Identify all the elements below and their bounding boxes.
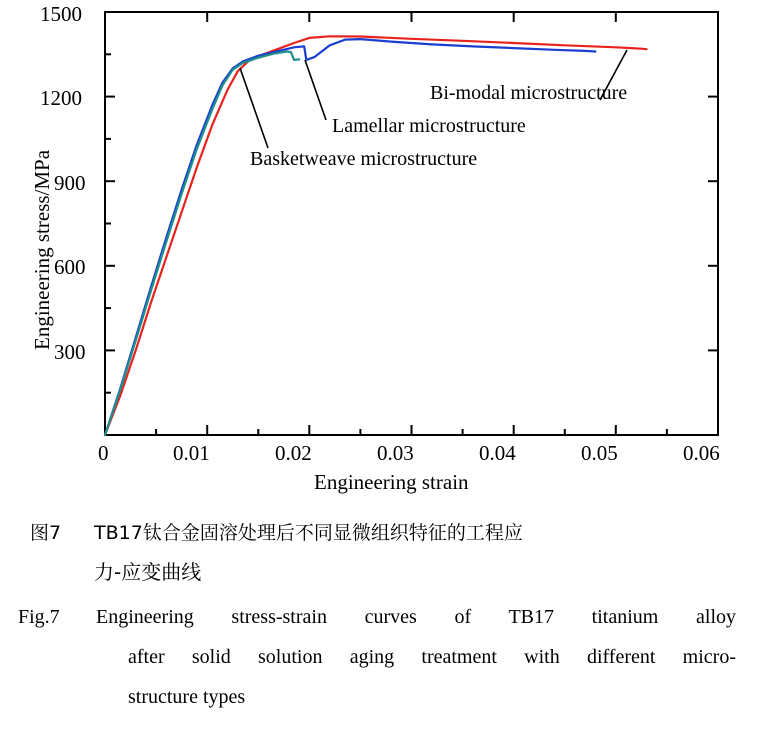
figure-caption [0,500,761,752]
caption-en-label: Fig.7 [18,606,60,628]
y-axis-label: Engineering stress/MPa [30,149,54,350]
leader-line-1 [305,60,326,120]
annotation-basketweave: Basketweave microstructure [250,148,478,170]
caption-en-line2: after solid solution aging treatment with different micro- [128,646,736,668]
x-tick-0: 0 [98,441,109,465]
y-tick-900: 900 [54,171,86,195]
x-tick-003: 0.03 [377,441,414,465]
caption-cn-line2: 力-应变曲线 [94,560,202,584]
x-tick-006: 0.06 [683,441,720,465]
y-tick-300: 300 [54,340,86,364]
x-tick-004: 0.04 [479,441,516,465]
x-tick-002: 0.02 [275,441,312,465]
annotation-lamellar: Lamellar microstructure [332,115,526,137]
x-tick-005: 0.05 [581,441,618,465]
x-tick-001: 0.01 [173,441,210,465]
leader-line-2 [240,68,268,148]
y-tick-1500: 1500 [40,2,82,26]
y-tick-600: 600 [54,255,86,279]
caption-cn-label: 图7 [30,522,62,544]
caption-cn-line1: TB17钛合金固溶处理后不同显微组织特征的工程应 [94,522,523,544]
caption-en-line1: Engineering stress-strain curves of TB17 titanium alloy [96,606,736,628]
series-line-2 [105,52,299,436]
annotation-bi-modal: Bi-modal microstructure [430,82,628,104]
y-axis-ticks [105,12,718,435]
caption-en-line3: structure types [128,686,246,708]
plot-frame [105,12,718,435]
y-tick-1200: 1200 [40,86,82,110]
x-axis-ticks [105,12,718,435]
x-axis-label: Engineering strain [314,470,469,494]
